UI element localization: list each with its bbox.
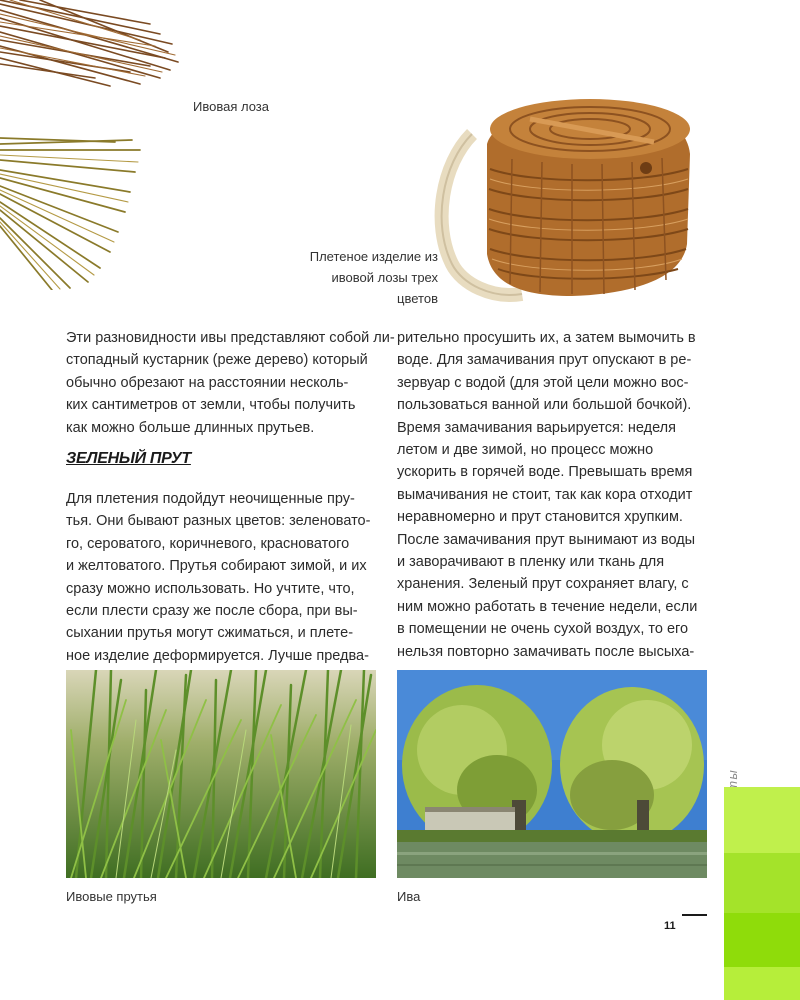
text-line: и заворачивают в пленку или ткань для xyxy=(397,554,665,571)
section-paragraph xyxy=(66,488,376,667)
upper-rod-bundle xyxy=(0,0,178,86)
text-line: Эти разновидности ивы представляют собой ли- xyxy=(66,330,395,346)
tab-mid xyxy=(724,853,800,913)
text-line: рительно просушить их, а затем вымочить в xyxy=(397,330,696,346)
text-line: пользоваться ванной или большой бочкой). xyxy=(397,397,692,414)
text-line: го, сероватого, коричневого, красноватого xyxy=(66,535,350,552)
tab-light xyxy=(724,787,800,853)
caption-basket-line: цветов xyxy=(397,291,438,306)
page-number-rule xyxy=(682,914,707,916)
chapter-color-tabs xyxy=(724,787,800,1000)
wicker-basket-photo xyxy=(432,84,692,306)
text-line: вымачивания не стоит, так как кора отходит xyxy=(397,486,693,503)
section-heading: ЗЕЛЕНЫЙ ПРУТ xyxy=(66,450,191,467)
caption-basket-line: ивовой лозы трех xyxy=(331,270,438,285)
text-line: ких сантиметров от земли, чтобы получить xyxy=(66,397,356,414)
text-line: обычно обрезают на расстоянии несколь- xyxy=(66,374,349,391)
tab-bright xyxy=(724,913,800,967)
text-line: тья. Они бывают разных цветов: зеленовато- xyxy=(66,513,371,530)
text-line: хранения. Зеленый прут сохраняет влагу, с xyxy=(397,576,689,593)
text-line: После замачивания прут вынимают из воды xyxy=(397,531,696,548)
text-line: ним можно работать в течение недели, если xyxy=(397,598,698,615)
text-line: ное изделие деформируется. Лучше предва- xyxy=(66,647,369,664)
text-line: стопадный кустарник (реже дерево) который xyxy=(66,352,368,369)
caption-willow-rods: Ивовые прутья xyxy=(66,889,157,904)
text-line: ускорить в горячей воде. Превышать время xyxy=(397,464,693,481)
text-line: воде. Для замачивания прут опускают в ре- xyxy=(397,352,692,369)
text-line: сразу можно использовать. Но учтите, что, xyxy=(66,580,355,597)
text-line: и желтоватого. Прутья собирают зимой, и их xyxy=(66,558,367,575)
text-line: Для плетения подойдут неочищенные пру- xyxy=(66,491,355,507)
text-line: сыхании прутья могут сжиматься, и плете- xyxy=(66,625,354,642)
right-column-paragraph xyxy=(397,327,707,686)
text-line: Время замачивания варьируется: неделя xyxy=(397,419,676,436)
text-line: нельзя повторно замачивать после высыха- xyxy=(397,643,695,660)
caption-willow-vine: Ивовая лоза xyxy=(193,99,269,114)
text-line: в помещении не очень сухой воздух, то его xyxy=(397,621,689,638)
caption-basket-line: Плетеное изделие из xyxy=(309,249,438,264)
willow-vine-photo xyxy=(0,0,180,290)
intro-paragraph xyxy=(66,327,395,439)
text-line: зервуар с водой (для этой цели можно вос- xyxy=(397,374,689,391)
tab-lightest xyxy=(724,967,800,1000)
caption-wicker-basket xyxy=(296,246,438,309)
text-line: неравномерно и прут становится хрупким. xyxy=(397,509,683,526)
willow-trees-photo xyxy=(397,670,707,878)
caption-willow-tree: Ива xyxy=(397,889,421,904)
text-line: если плести сразу же после сбора, при вы- xyxy=(66,603,358,620)
text-line: летом и две зимой, но процесс можно xyxy=(397,442,654,459)
willow-rods-photo xyxy=(66,670,376,878)
text-line: как можно больше длинных прутьев. xyxy=(66,419,315,436)
page-number: 11 xyxy=(664,920,676,932)
